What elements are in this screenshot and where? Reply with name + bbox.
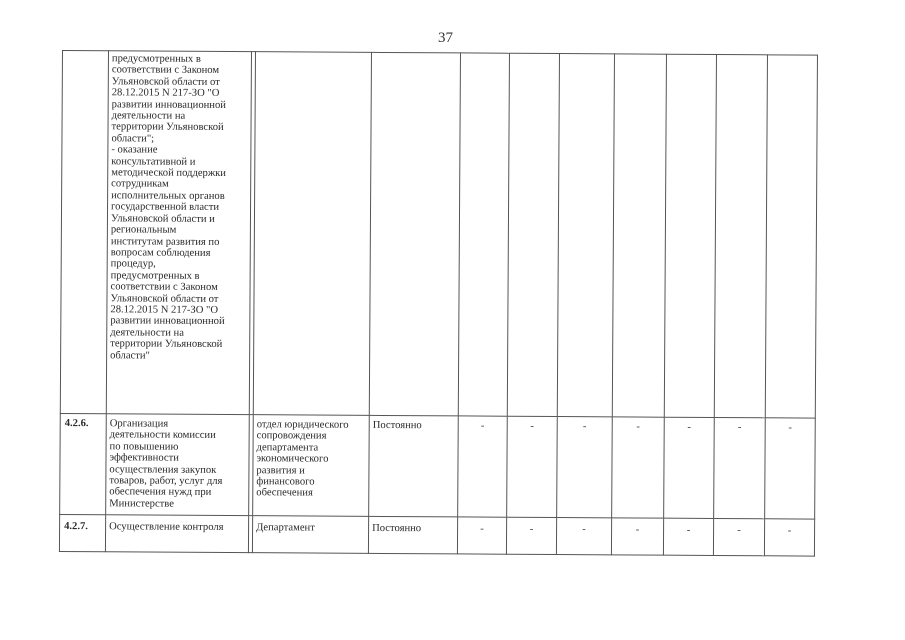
row-value (458, 53, 509, 416)
row-value (507, 53, 559, 416)
row-value: - (611, 518, 663, 555)
table-row (60, 51, 817, 419)
row-number: 4.2.6. (60, 413, 107, 514)
row-value: - (765, 418, 816, 519)
row-value (557, 54, 614, 417)
table-row (60, 413, 816, 519)
row-value: - (506, 517, 556, 554)
row-value (765, 55, 817, 418)
row-text: предусмотренных в соответствии с Законом Ульяновской области от 28.12.2015 N 217-ЗО "О развитии инновационной деятельности на территории Ульяновской области"; - оказание консультативной и методической поддержки сотрудникам исполнительных органов государственной власти Ульяновской области и региональным институтам развития по вопросам соблюдения процедур, предусмотренных в соответствии с Законом Ульяновской области от 28.12.2015 N 217-ЗО "О развитии инновационной деятельности на территории Ульяновской области" (106, 51, 251, 415)
row-value (612, 54, 666, 417)
row-executor (253, 52, 371, 416)
row-value: - (556, 518, 611, 555)
row-term (369, 52, 460, 416)
row-value: - (714, 417, 766, 518)
row-number: 4.2.7. (59, 514, 105, 551)
row-term: Постоянно (369, 415, 459, 517)
row-executor: отдел юридического сопровождения департамента экономического развития и финансового обеспечения (253, 415, 370, 517)
page-number: 37 (438, 30, 453, 46)
row-value: - (612, 417, 665, 518)
measures-table (59, 50, 818, 557)
row-value: - (507, 416, 558, 517)
row-number (60, 51, 108, 414)
row-value: - (713, 518, 764, 555)
row-value (714, 54, 767, 417)
row-value: - (764, 519, 814, 556)
row-term: Постоянно (368, 516, 457, 554)
row-value (664, 54, 716, 417)
row-text: Осуществление контроля (105, 515, 248, 553)
row-value: - (664, 417, 715, 518)
row-value: - (458, 416, 508, 517)
row-value: - (663, 518, 713, 555)
row-value: - (557, 417, 613, 518)
row-text: Организация деятельности комиссии по повышению эффективности осуществления закупок товаров, работ, услуг для обеспечения нужд при Министерстве (106, 414, 250, 516)
table-row (59, 514, 814, 556)
row-executor: Департамент (252, 516, 368, 554)
row-value: - (457, 517, 506, 554)
